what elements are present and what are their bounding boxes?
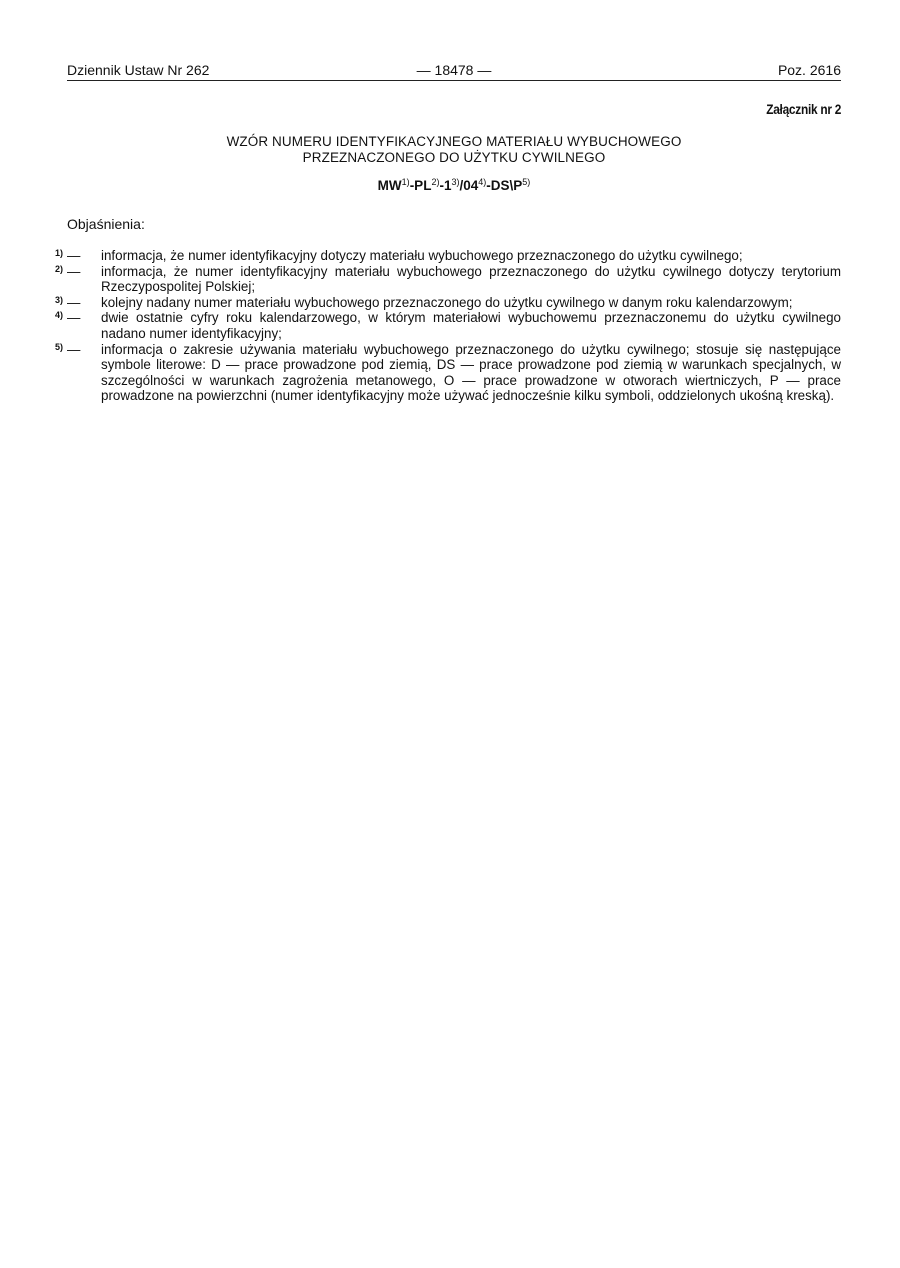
explanations-heading: Objaśnienia: <box>67 216 145 232</box>
dash: — <box>67 294 81 310</box>
formula-part: -DS\P <box>486 178 523 193</box>
formula-part: MW <box>377 178 402 193</box>
list-item <box>55 263 841 295</box>
dash: — <box>67 341 81 357</box>
annex-label: Załącznik nr 2 <box>766 102 841 117</box>
dash: — <box>67 310 81 326</box>
formula-part: -PL <box>409 178 432 193</box>
note-text: dwie ostatnie cyfry roku kalendarzowego, w którym materiałowi wybuchowemu przeznaczonemu do użytku cywilnego nadano numer identyfikacyjny; <box>101 310 841 341</box>
footnote-marker: 2) <box>55 263 64 274</box>
list-item <box>55 310 841 341</box>
title-line-2: PRZEZNACZONEGO DO UŻYTKU CYWILNEGO <box>302 150 606 165</box>
title-line-1: WZÓR NUMERU IDENTYFIKACYJNEGO MATERIAŁU WYBUCHOWEGO <box>226 134 682 149</box>
footnote-ref: 3) <box>451 177 460 187</box>
formula-part: /04 <box>459 178 479 193</box>
dash: — <box>67 263 81 279</box>
explanations-list <box>55 248 841 404</box>
note-text: kolejny nadany numer materiału wybuchowego przeznaczonego do użytku cywilnego w danym roku kalendarzowym; <box>101 294 793 310</box>
position-number: Poz. 2616 <box>777 62 841 78</box>
journal-name: Dziennik Ustaw Nr 262 <box>67 62 210 78</box>
footnote-ref: 1) <box>401 177 410 187</box>
footnote-marker: 3) <box>55 294 64 305</box>
page-number: — 18478 — <box>416 62 492 78</box>
list-item <box>55 341 841 404</box>
footnote-ref: 4) <box>478 177 487 187</box>
list-item <box>55 248 841 264</box>
identification-number-pattern <box>67 177 841 195</box>
note-text: informacja, że numer identyfikacyjny dotyczy materiału wybuchowego przeznaczonego do użytku cywilnego; <box>101 248 743 263</box>
footnote-ref: 5) <box>522 177 531 187</box>
note-text: informacja o zakresie używania materiału wybuchowego przeznaczonego do użytku cywilnego; stosuje się następujące symbole literowe: D — prace prowadzone pod ziemią, DS — prace prowadzone pod ziemią w warunkach specjalnych, w szczególności w warunkach zagrożenia metanowego, O — prace prowadzone w otworach wiertniczych, P — prace prowadzone na powierzchni (numer identyfikacyjny może używać jednocześnie kilku symboli, oddzielonych ukośną kreską). <box>101 341 841 404</box>
header-divider <box>67 80 841 81</box>
note-text: informacja, że numer identyfikacyjny materiału wybuchowego przeznaczonego do użytku cywilnego dotyczy terytorium Rzeczypospolitej Polskiej; <box>101 263 841 295</box>
footnote-marker: 1) <box>55 248 64 258</box>
list-item <box>55 294 841 311</box>
document-title <box>67 134 841 166</box>
footnote-ref: 2) <box>431 177 440 187</box>
footnote-marker: 5) <box>55 341 64 352</box>
dash: — <box>67 248 81 263</box>
formula-part: -1 <box>439 178 452 193</box>
footnote-marker: 4) <box>55 310 64 321</box>
page-header <box>67 60 841 80</box>
